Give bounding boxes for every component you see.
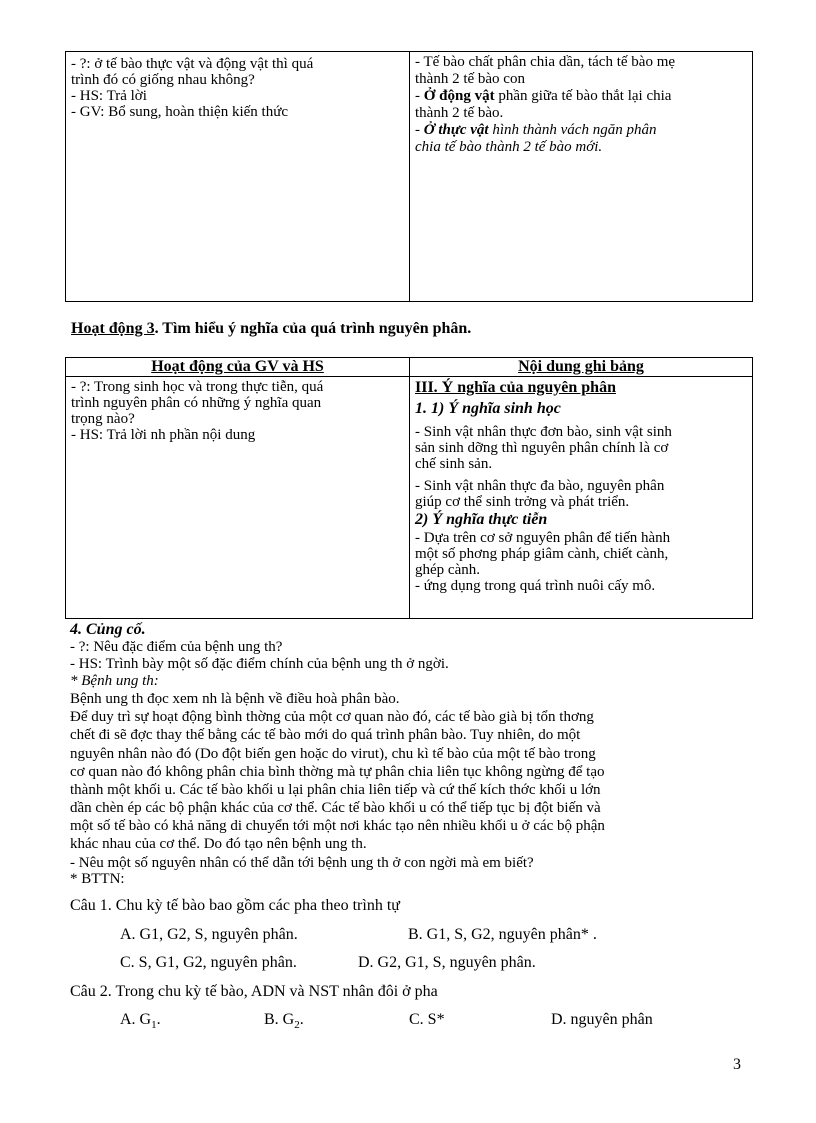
text-line: - Nêu một số nguyên nhân có thể dẫn tới bệnh ung th ở con ngời mà em biết? (70, 855, 534, 871)
text-line: - HS: Trả lời (71, 88, 147, 104)
dash: - (415, 88, 424, 104)
text-line: - ?: Trong sinh học và trong thực tiễn, quá (71, 379, 324, 395)
text-line: chết đi sẽ đợc thay thế bằng các tế bào mới do quá trình phân bào. Tuy nhiên, do một (70, 727, 581, 743)
page-number: 3 (733, 1056, 741, 1073)
text-line: thành 2 tế bào. (415, 105, 504, 121)
board-content-cell (410, 377, 753, 619)
text-line: thành 2 tế bào con (415, 71, 525, 87)
q2-option-b: B. $G_2$. (264, 1011, 304, 1032)
teacher-student-cell (66, 377, 410, 619)
animal-label: Ở động vật (423, 88, 495, 104)
text-line (415, 88, 747, 105)
text-line: - ứng dụng trong quá trình nuôi cấy mô. (415, 578, 656, 594)
question-2: Câu 2. Trong chu kỳ tế bào, ADN và NST nhân đôi ở pha (70, 983, 438, 1000)
text-line: chia tế bào thành 2 tế bào mới. (415, 139, 603, 155)
text-line: một số tế bào có khả năng di chuyển tới một nơi khác tạo nên nhiều khối u ở các bộ phận (70, 818, 605, 834)
text-line: trình nguyên phân có những ý nghĩa quan (71, 395, 322, 411)
q1-option-a: A. G1, G2, S, nguyên phân. (120, 926, 298, 943)
text-line: - Sinh vật nhân thực đơn bào, sinh vật sinh (415, 424, 672, 440)
text-line: - Tế bào chất phân chia dần, tách tế bào mẹ (415, 54, 676, 70)
q2-option-c: C. S* (409, 1011, 445, 1028)
text-fragment: phần giữa tế bào thắt lại chia (494, 88, 672, 104)
text-line: chế sinh sản. (415, 456, 493, 472)
content-table-continued (65, 51, 753, 302)
q2-option-a: A. $G_1$. (120, 1011, 161, 1032)
text-line: - Sinh vật nhân thực đa bào, nguyên phân (415, 478, 665, 494)
subheading-biological: 1. 1) Ý nghĩa sinh học (415, 400, 561, 417)
board-content-cell (410, 52, 753, 302)
teacher-student-cell (66, 52, 410, 302)
text-line: - HS: Trả lời nh phần nội dung (71, 427, 256, 443)
dash: - (415, 122, 424, 138)
text-line (415, 122, 747, 139)
section-heading: III. Ý nghĩa của nguyên phân (415, 379, 616, 396)
plant-label: Ở thực vật (423, 122, 489, 138)
text-line: sản sinh dỡng thì nguyên phân chính là cơ (415, 440, 669, 456)
section4-title: 4. Củng cố. (70, 621, 146, 638)
subscript: 2 (294, 1019, 300, 1032)
activity-label: Hoạt động 3 (71, 320, 155, 337)
text-line: cơ quan nào đó không phân chia bình thờng mà tự phân chia liên tục không ngừng để tạo (70, 764, 605, 780)
text-line: dần chèn ép các bộ phận khác của cơ thể. Các tế bào khối u có thể tiếp tục bị đột biến và (70, 800, 601, 816)
text-line: khác nhau của cơ thể. Do đó tạo nên bệnh ung th. (70, 836, 367, 852)
activity-heading (71, 320, 471, 338)
option-text: A. G (120, 1011, 152, 1028)
subheading-practical: 2) Ý nghĩa thực tiễn (415, 511, 548, 528)
text-line: * Bệnh ung th: (70, 673, 159, 689)
subscript: 1 (151, 1019, 157, 1032)
text-line: - ?: Nêu đặc điểm của bệnh ung th? (70, 639, 283, 655)
text-line: một số phơng pháp giâm cành, chiết cành, (415, 546, 669, 562)
text-line: giúp cơ thể sinh trởng và phát triển. (415, 494, 630, 510)
activity3-table (65, 357, 753, 619)
text-line: - ?: ở tế bào thực vật và động vật thì quá (71, 56, 314, 72)
question-1: Câu 1. Chu kỳ tế bào bao gồm các pha theo trình tự (70, 897, 400, 914)
header-left: Hoạt động của GV và HS (66, 358, 410, 377)
activity-title: . Tìm hiểu ý nghĩa của quá trình nguyên phân. (154, 320, 472, 337)
q1-option-b: B. G1, S, G2, nguyên phân* . (408, 926, 597, 943)
q1-option-c: C. S, G1, G2, nguyên phân. (120, 954, 297, 971)
text-line: Để duy trì sự hoạt động bình thờng của một cơ quan nào đó, các tế bào già bị tổn thơng (70, 709, 594, 725)
text-line: - Dựa trên cơ sở nguyên phân để tiến hành (415, 530, 671, 546)
text-line: - HS: Trình bày một số đặc điểm chính của bệnh ung th ở ngời. (70, 656, 449, 672)
text-line: thành một khối u. Các tế bào khối u lại phân chia liên tiếp và cứ thế kích thớc khối u lớn (70, 782, 601, 798)
text-line: trọng nào? (71, 411, 135, 427)
option-text: B. G (264, 1011, 295, 1028)
text-line: ghép cành. (415, 562, 480, 578)
q2-option-d: D. nguyên phân (551, 1011, 653, 1028)
text-line: Bệnh ung th đọc xem nh là bệnh về điều hoà phân bào. (70, 691, 400, 707)
text-fragment: hình thành vách ngăn phân (488, 122, 657, 138)
text-line: trình đó có giống nhau không? (71, 72, 255, 88)
text-line: nguyên nhân nào đó (Do đột biến gen hoặc do virut), chu kì tế bào của một tế bào trong (70, 746, 596, 762)
header-right: Nội dung ghi bảng (410, 358, 753, 377)
q1-option-d: D. G2, G1, S, nguyên phân. (358, 954, 536, 971)
text-line: - GV: Bổ sung, hoàn thiện kiến thức (71, 104, 288, 120)
text-line: * BTTN: (70, 871, 125, 887)
